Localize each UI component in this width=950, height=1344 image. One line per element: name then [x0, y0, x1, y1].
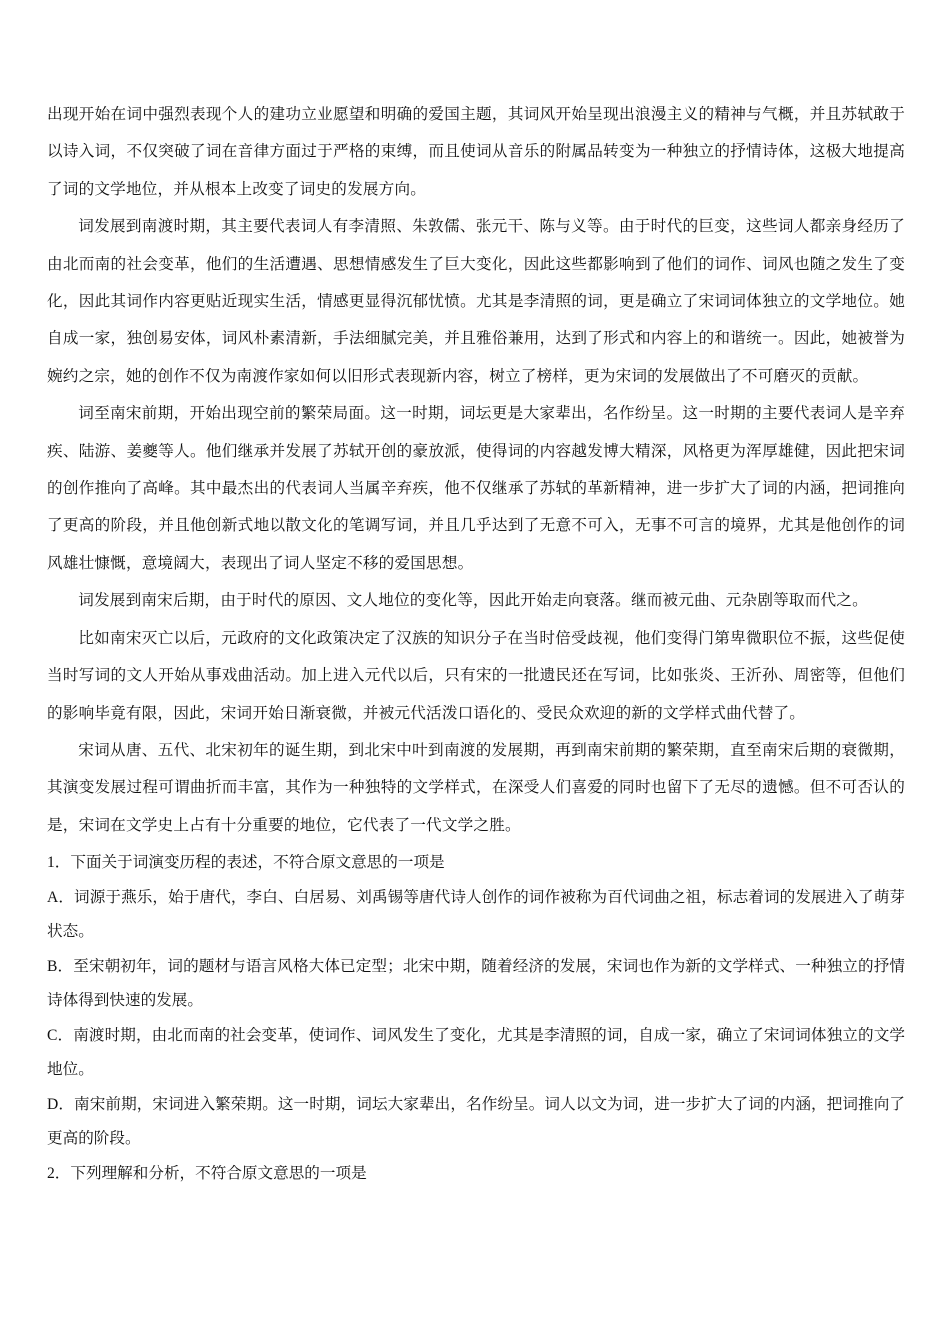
passage-paragraph-2: 词发展到南渡时期，其主要代表词人有李清照、朱敦儒、张元干、陈与义等。由于时代的巨变，这些词人都亲身经历了由北而南的社会变革，他们的生活遭遇、思想情感发生了巨大变化，因此这些都影响到了他们的词作、词风也随之发生了变化，因此其词作内容更贴近现实生活，情感更显得沉郁忧愤。尤其是李清照的词，更是确立了宋词词体独立的文学地位。她自成一家，独创易安体，词风朴素清新，手法细腻完美，并且雅俗兼用，达到了形式和内容上的和谐统一。因此，她被誉为婉约之宗，她的创作不仅为南渡作家如何以旧形式表现新内容，树立了榜样，更为宋词的发展做出了不可磨灭的贡献。: [47, 217, 905, 385]
document-page: [47, 96, 905, 1191]
question-2-stem: 2．下列理解和分析，不符合原文意思的一项是: [47, 1164, 367, 1182]
question-1-option-d: D．南宋前期，宋词进入繁荣期。这一时期，词坛大家辈出，名作纷呈。词人以文为词，进一步扩大了词的内涵，把词推向了更高的阶段。: [47, 1095, 905, 1148]
passage-paragraph-6: 宋词从唐、五代、北宋初年的诞生期，到北宋中叶到南渡的发展期，再到南宋前期的繁荣期，直至南宋后期的衰微期，其演变发展过程可谓曲折而丰富，其作为一种独特的文学样式，在深受人们喜爱的同时也留下了无尽的遗憾。但不可否认的是，宋词在文学史上占有十分重要的地位，它代表了一代文学之胜。: [47, 740, 905, 834]
question-1-stem: 1．下面关于词演变历程的表述，不符合原文意思的一项是: [47, 854, 445, 872]
passage-paragraph-5: 比如南宋灭亡以后，元政府的文化政策决定了汉族的知识分子在当时倍受歧视，他们变得门第卑微职位不振，这些促使当时写词的文人开始从事戏曲活动。加上进入元代以后，只有宋的一批遗民还在写词，比如张炎、王沂孙、周密等，但他们的影响毕竟有限，因此，宋词开始日渐衰微，并被元代活泼口语化的、受民众欢迎的新的文学样式曲代替了。: [47, 628, 905, 722]
question-1-option-b: B．至宋朝初年，词的题材与语言风格大体已定型；北宋中期，随着经济的发展，宋词也作为新的文学样式、一种独立的抒情诗体得到快速的发展。: [47, 957, 905, 1010]
question-1-option-a: A．词源于燕乐，始于唐代，李白、白居易、刘禹锡等唐代诗人创作的词作被称为百代词曲之祖，标志着词的发展进入了萌芽状态。: [47, 888, 905, 941]
question-1-option-c: C．南渡时期，由北而南的社会变革，使词作、词风发生了变化，尤其是李清照的词，自成一家，确立了宋词词体独立的文学地位。: [47, 1026, 905, 1079]
passage-paragraph-1: 出现开始在词中强烈表现个人的建功立业愿望和明确的爱国主题，其词风开始呈现出浪漫主义的精神与气概，并且苏轼敢于以诗入词，不仅突破了词在音律方面过于严格的束缚，而且使词从音乐的附属品转变为一种独立的抒情诗体，这极大地提高了词的文学地位，并从根本上改变了词史的发展方向。: [47, 105, 905, 198]
passage-paragraph-3: 词至南宋前期，开始出现空前的繁荣局面。这一时期，词坛更是大家辈出，名作纷呈。这一时期的主要代表词人是辛弃疾、陆游、姜夔等人。他们继承并发展了苏轼开创的豪放派，使得词的内容越发博大精深，风格更为浑厚雄健，因此把宋词的创作推向了高峰。其中最杰出的代表词人当属辛弃疾，他不仅继承了苏轼的革新精神，进一步扩大了词的内涵，把词推向了更高的阶段，并且他创新式地以散文化的笔调写词，并且几乎达到了无意不可入，无事不可言的境界，尤其是他创作的词风雄壮慷慨，意境阔大，表现出了词人坚定不移的爱国思想。: [47, 404, 905, 572]
passage-paragraph-4: 词发展到南宋后期，由于时代的原因、文人地位的变化等，因此开始走向衰落。继而被元曲、元杂剧等取而代之。: [78, 591, 868, 610]
